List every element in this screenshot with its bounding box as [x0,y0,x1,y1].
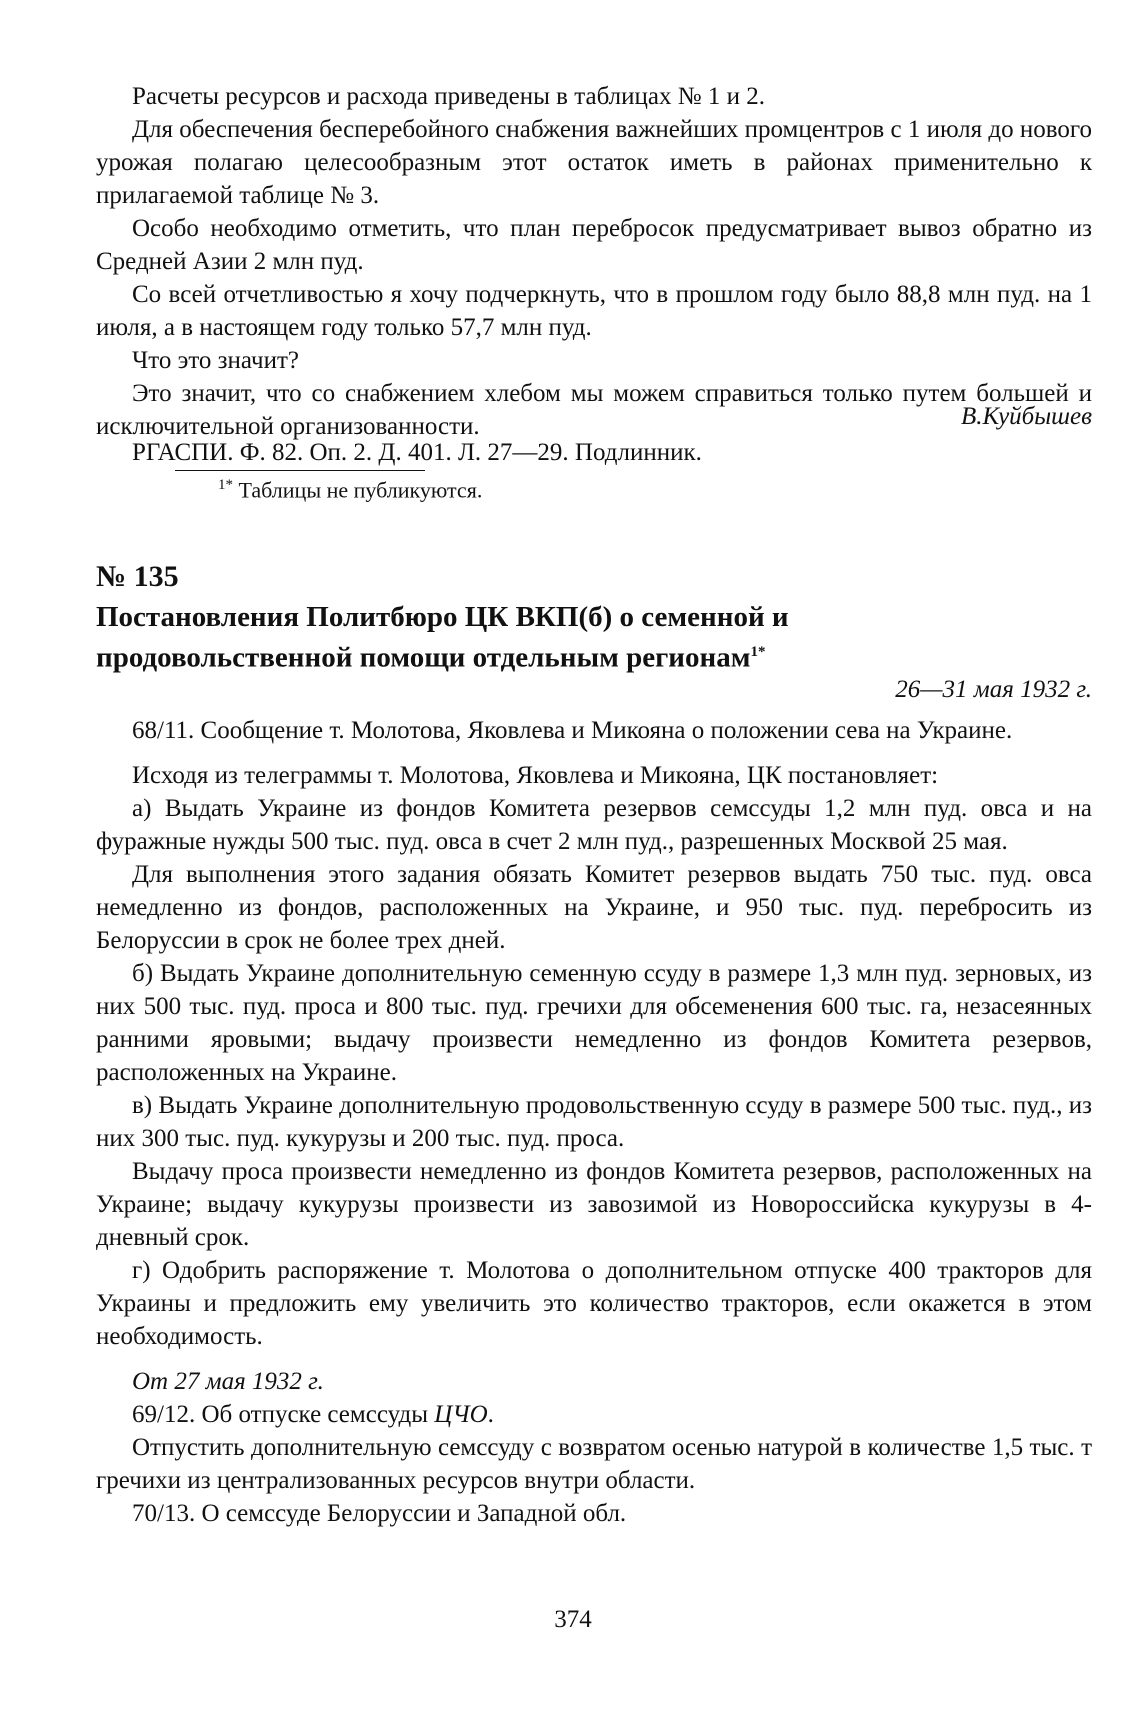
paragraph: в) Выдать Украине дополнительную продовольственную ссуду в размере 500 тыс. пуд., из них 300 тыс. пуд. кукурузы и 200 тыс. пуд. проса. [96,1092,1092,1152]
item-heading: 69/12. Об отпуске семссуды [132,1401,435,1428]
paragraph: б) Выдать Украине дополнительную семенную ссуду в размере 1,3 млн пуд. зерновых, из них 500 тыс. пуд. проса и 800 тыс. пуд. гречихи для обсеменения 600 тыс. га, незасеянных ранними яровыми; выдачу произвести немедленно из фондов Комитета резервов, расположенных на Украине. [96,960,1092,1086]
paragraph: Для обеспечения бесперебойного снабжения важнейших промцентров с 1 июля до нового урожая полагаю целесообразным этот остаток иметь в районах применительно к прилагаемой таблице № 3. [96,116,1092,209]
top-section [96,80,1092,443]
paragraph: Для выполнения этого задания обязать Комитет резервов выдать 750 тыс. пуд. овса немедленно из фондов, расположенных на Украине, и 950 тыс. пуд. перебросить из Белоруссии в срок не более трех дней. [96,861,1092,954]
paragraph: а) Выдать Украине из фондов Комитета резервов семссуды 1,2 млн пуд. овса и на фуражные нужды 500 тыс. пуд. овса в счет 2 млн пуд., разрешенных Москвой 25 мая. [96,795,1092,855]
footnote [218,477,482,503]
footnote-mark: 1* [218,477,233,493]
paragraph: г) Одобрить распоряжение т. Молотова о дополнительном отпуске 400 тракторов для Украины и предложить ему увеличить это количество тракторов, если окажется в этом необходимость. [96,1257,1092,1350]
paragraph: Расчеты ресурсов и расхода приведены в таблицах № 1 и 2. [132,83,765,110]
paragraph: Что это значит? [132,347,299,374]
paragraph [96,1398,1092,1431]
paragraph: Отпустить дополнительную семссуду с возвратом осенью натурой в количестве 1,5 тыс. т гречихи из централизованных ресурсов внутри области. [96,1434,1092,1494]
document-number: № 135 [96,560,179,593]
paragraph: Это значит, что со снабжением хлебом мы можем справиться только путем большей и исключительной организованности. [96,380,1092,440]
paragraph: Выдачу проса произвести немедленно из фондов Комитета резервов, расположенных на Украине; выдачу кукурузы произвести из завозимой из Новороссийска кукурузы в 4-дневный срок. [96,1158,1092,1251]
footnote-rule [175,470,425,471]
document-date: 26—31 мая 1932 г. [895,676,1092,703]
section-date: От 27 мая 1932 г. [132,1368,324,1395]
document-title-text: Постановления Политбюро ЦК ВКП(б) о семенной и продовольственной помощи отдельным регионам [96,601,789,674]
source-line [96,436,1092,469]
paragraph: Исходя из телеграммы т. Молотова, Яковлева и Микояна, ЦК постановляет: [132,762,939,789]
document-title [96,600,996,676]
region-name: ЦЧО [434,1401,488,1428]
punctuation: . [487,1401,494,1428]
paragraph: 68/11. Сообщение т. Молотова, Яковлева и Микояна о положении сева на Украине. [132,717,1013,744]
page-number: 374 [554,1606,592,1633]
title-footnote-mark: 1* [750,644,766,660]
footnote-text: Таблицы не публикуются. [233,477,483,503]
paragraph: 70/13. О семссуде Белоруссии и Западной обл. [132,1500,627,1527]
archive-source: РГАСПИ. Ф. 82. Оп. 2. Д. 401. Л. 27—29. Подлинник. [132,439,702,466]
document-body [96,673,1092,1530]
paragraph: Особо необходимо отметить, что план перебросок предусматривает вывоз обратно из Средней Азии 2 млн пуд. [96,215,1092,275]
paragraph: Со всей отчетливостью я хочу подчеркнуть, что в прошлом году было 88,8 млн пуд. на 1 июля, а в настоящем году только 57,7 млн пуд. [96,281,1092,341]
signature: В.Куйбышев [961,403,1092,430]
